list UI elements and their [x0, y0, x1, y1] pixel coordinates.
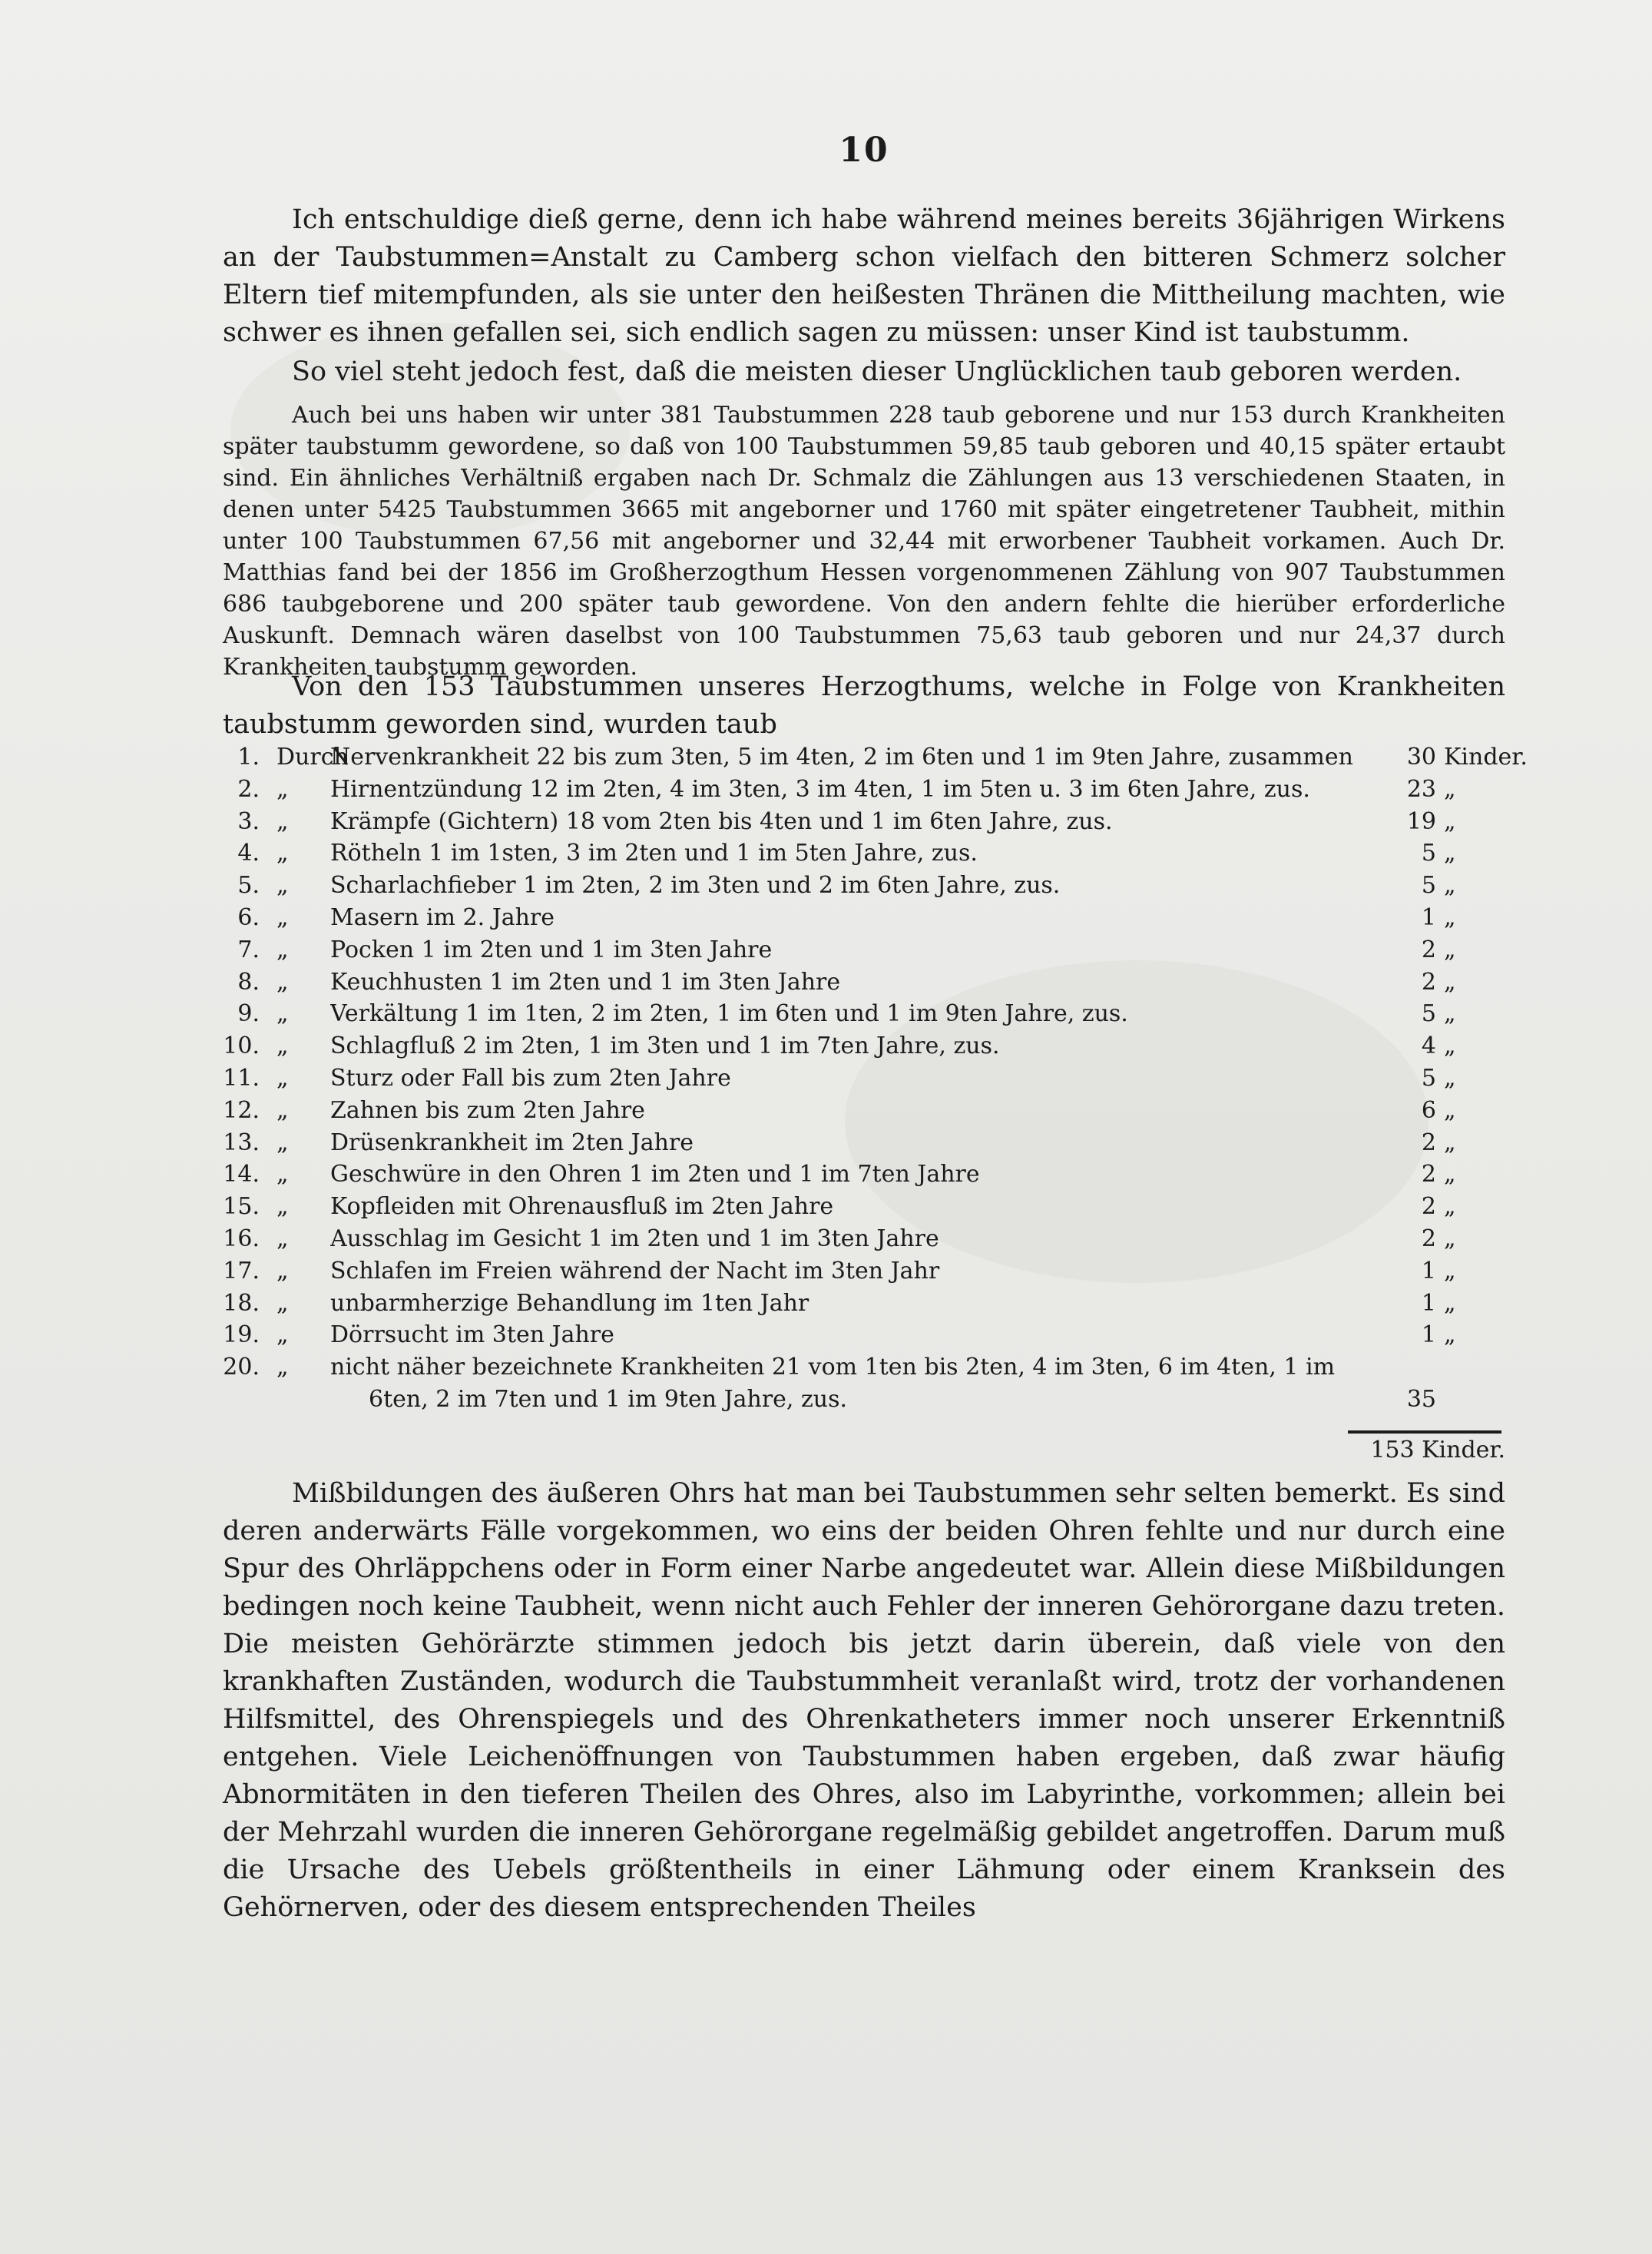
item-description: Schlafen im Freien während der Nacht im 3ten Jahr [330, 1257, 940, 1284]
list-item [223, 776, 1505, 808]
item-unit: „ [1444, 775, 1456, 803]
item-number: 16. [223, 1225, 260, 1252]
item-value: 2 [1421, 1225, 1436, 1252]
item-description: Dörrsucht im 3ten Jahre [330, 1321, 614, 1349]
item-prefix: „ [276, 1193, 289, 1221]
causes-list [223, 744, 1528, 1418]
list-item [223, 1290, 1505, 1322]
item-unit: „ [1444, 1000, 1456, 1028]
item-description: 6ten, 2 im 7ten und 1 im 9ten Jahre, zus. [369, 1385, 848, 1413]
item-unit: „ [1444, 1289, 1456, 1317]
item-description: Geschwüre in den Ohren 1 im 2ten und 1 im 7ten Jahre [330, 1161, 980, 1188]
item-number: 8. [237, 968, 260, 996]
paragraph: So viel steht jedoch fest, daß die meisten dieser Unglücklichen taub geboren werden. [292, 356, 1462, 387]
item-value: 5 [1421, 872, 1436, 900]
item-value: 1 [1421, 1321, 1436, 1349]
item-description: Ausschlag im Gesicht 1 im 2ten und 1 im 3ten Jahre [330, 1225, 939, 1252]
item-unit: „ [1444, 1064, 1456, 1092]
item-number: 14. [223, 1161, 260, 1188]
item-number: 2. [237, 775, 260, 803]
item-description: Zahnen bis zum 2ten Jahre [330, 1096, 645, 1124]
page-number: 10 [839, 131, 889, 170]
list-item [223, 1065, 1505, 1097]
item-description: Sturz oder Fall bis zum 2ten Jahre [330, 1064, 731, 1092]
item-unit: „ [1444, 807, 1456, 835]
item-description: Hirnentzündung 12 im 2ten, 4 im 3ten, 3 im 4ten, 1 im 5ten u. 3 im 6ten Jahre, zus. [330, 775, 1310, 803]
item-unit: „ [1444, 1193, 1456, 1221]
item-description: Nervenkrankheit 22 bis zum 3ten, 5 im 4ten, 2 im 6ten und 1 im 9ten Jahre, zusammen [330, 744, 1353, 771]
item-prefix: „ [276, 775, 289, 803]
item-value: 5 [1421, 1064, 1436, 1092]
item-prefix: „ [276, 1257, 289, 1284]
item-unit: „ [1444, 1033, 1456, 1060]
item-prefix: „ [276, 1289, 289, 1317]
list-item [223, 1321, 1505, 1354]
item-value: 2 [1421, 968, 1436, 996]
item-description: Rötheln 1 im 1sten, 3 im 2ten und 1 im 5ten Jahre, zus. [330, 840, 978, 867]
item-value: 1 [1421, 1257, 1436, 1284]
item-number: 10. [223, 1033, 260, 1060]
item-prefix: „ [276, 1321, 289, 1349]
item-value: 2 [1421, 936, 1436, 963]
item-number: 12. [223, 1096, 260, 1124]
item-unit: „ [1444, 1321, 1456, 1349]
item-number: 1. [237, 744, 260, 771]
item-unit: „ [1444, 1225, 1456, 1252]
item-value: 2 [1421, 1193, 1436, 1221]
item-description: unbarmherzige Behandlung im 1ten Jahr [330, 1289, 809, 1317]
item-number: 18. [223, 1289, 260, 1317]
item-prefix: „ [276, 1354, 289, 1381]
item-value: 2 [1421, 1161, 1436, 1188]
item-value: 4 [1421, 1033, 1436, 1060]
item-number: 9. [237, 1000, 260, 1028]
list-item [223, 969, 1505, 1001]
list-item [223, 1000, 1505, 1033]
item-prefix: „ [276, 1033, 289, 1060]
item-description: Kopfleiden mit Ohrenausfluß im 2ten Jahre [330, 1193, 834, 1221]
item-number: 20. [223, 1354, 260, 1381]
list-item [223, 808, 1505, 840]
item-value: 5 [1421, 840, 1436, 867]
list-item [223, 1097, 1505, 1129]
paragraph: Mißbildungen des äußeren Ohrs hat man bei Taubstummen sehr selten bemerkt. Es sind deren anderwärts Fälle vorgekommen, wo eins der beiden Ohren fehlte und nur durch eine Spur des Ohrläppchens oder in Form einer Narbe angedeutet war. Allein diese Mißbildungen bedingen noch keine Taubheit, wenn nicht auch Fehler der inneren Gehörorgane dazu treten. Die meisten Gehörärzte stimmen jedoch bis jetzt darin überein, daß viele von den krankhaften Zuständen, wodurch die Taubstummheit veranlaßt wird, trotz der vorhandenen Hilfsmittel, des Ohrenspiegels und des Ohrenkatheters immer noch unserer Erkenntniß entgehen. Viele Leichenöffnungen von Taubstummen haben ergeben, daß zwar häufig Abnormitäten in den tieferen Theilen des Ohres, also im Labyrinthe, vorkommen; allein bei der Mehrzahl wurden die inneren Gehörorgane regelmäßig gebildet angetroffen. Darum muß die Ursache des Uebels größtentheils in einer Lähmung oder einem Kranksein des Gehörnerven, oder des diesem entsprechenden Theiles [223, 1478, 1505, 1923]
item-number: 11. [223, 1064, 260, 1092]
item-unit: „ [1444, 1096, 1456, 1124]
item-prefix: „ [276, 1161, 289, 1188]
item-description: Scharlachfieber 1 im 2ten, 2 im 3ten und 2 im 6ten Jahre, zus. [330, 872, 1061, 900]
item-number: 6. [237, 903, 260, 931]
total-count: 153 Kinder. [1370, 1437, 1505, 1463]
item-value: 35 [1406, 1385, 1436, 1413]
list-item [223, 936, 1505, 969]
item-description: Verkältung 1 im 1ten, 2 im 2ten, 1 im 6ten und 1 im 9ten Jahre, zus. [330, 1000, 1128, 1028]
item-prefix: „ [276, 903, 289, 931]
item-unit: Kinder. [1444, 744, 1528, 771]
item-description: Pocken 1 im 2ten und 1 im 3ten Jahre [330, 936, 773, 963]
item-unit: „ [1444, 1257, 1456, 1284]
item-value: 2 [1421, 1129, 1436, 1156]
item-description: Masern im 2. Jahre [330, 903, 555, 931]
item-prefix: „ [276, 872, 289, 900]
item-prefix: „ [276, 1129, 289, 1156]
item-value: 1 [1421, 1289, 1436, 1317]
list-item [223, 872, 1505, 904]
item-number: 19. [223, 1321, 260, 1349]
item-number: 4. [237, 840, 260, 867]
list-item [223, 840, 1505, 872]
item-number: 3. [237, 807, 260, 835]
item-description: nicht näher bezeichnete Krankheiten 21 vom 1ten bis 2ten, 4 im 3ten, 6 im 4ten, 1 im [330, 1354, 1336, 1381]
item-description: Drüsenkrankheit im 2ten Jahre [330, 1129, 694, 1156]
item-unit: „ [1444, 1129, 1456, 1156]
item-number: 17. [223, 1257, 260, 1284]
item-value: 19 [1406, 807, 1436, 835]
item-value: 23 [1406, 775, 1436, 803]
list-item [223, 1386, 1505, 1418]
paragraph: Von den 153 Taubstummen unseres Herzogthums, welche in Folge von Krankheiten taubstumm geworden sind, wurden taub [223, 671, 1505, 740]
opening-paragraph [223, 201, 1505, 391]
item-prefix: „ [276, 840, 289, 867]
list-item [223, 1225, 1505, 1258]
list-item [223, 1354, 1505, 1386]
item-prefix: „ [276, 1064, 289, 1092]
item-unit: „ [1444, 968, 1456, 996]
item-prefix: „ [276, 807, 289, 835]
list-item [223, 1258, 1505, 1290]
item-unit: „ [1444, 936, 1456, 963]
item-prefix: „ [276, 1000, 289, 1028]
item-value: 1 [1421, 903, 1436, 931]
item-number: 15. [223, 1193, 260, 1221]
list-item [223, 904, 1505, 936]
item-description: Krämpfe (Gichtern) 18 vom 2ten bis 4ten und 1 im 6ten Jahre, zus. [330, 807, 1113, 835]
item-number: 7. [237, 936, 260, 963]
item-unit: „ [1444, 872, 1456, 900]
item-unit: „ [1444, 1161, 1456, 1188]
list-item [223, 1033, 1505, 1065]
item-prefix: „ [276, 936, 289, 963]
list-item [223, 1129, 1505, 1162]
list-intro [223, 668, 1505, 744]
item-prefix: „ [276, 968, 289, 996]
paragraph: Ich entschuldige dieß gerne, denn ich habe während meines bereits 36jährigen Wirkens an der Taubstummen=Anstalt zu Camberg schon vielfach den bitteren Schmerz solcher Eltern tief mitempfunden, als sie unter den heißesten Thränen die Mittheilung machten, wie schwer es ihnen gefallen sei, sich endlich sagen zu müssen: unser Kind ist taubstumm. [223, 204, 1505, 348]
item-value: 30 [1406, 744, 1436, 771]
item-description: Keuchhusten 1 im 2ten und 1 im 3ten Jahre [330, 968, 841, 996]
item-number: 13. [223, 1129, 260, 1156]
item-description: Schlagfluß 2 im 2ten, 1 im 3ten und 1 im 7ten Jahre, zus. [330, 1033, 1000, 1060]
statistics-paragraph [223, 399, 1505, 683]
list-item [223, 1193, 1505, 1225]
item-value: 6 [1421, 1096, 1436, 1124]
item-prefix: „ [276, 1225, 289, 1252]
item-value: 5 [1421, 1000, 1436, 1028]
list-item [223, 1161, 1505, 1193]
item-number: 5. [237, 872, 260, 900]
item-unit: „ [1444, 903, 1456, 931]
item-unit: „ [1444, 840, 1456, 867]
list-item [223, 744, 1528, 776]
sum-rule [1348, 1430, 1501, 1434]
paragraph: Auch bei uns haben wir unter 381 Taubstummen 228 taub geborene und nur 153 durch Krankheiten später taubstumm gewordene, so daß von 100 Taubstummen 59,85 taub geboren und 40,15 später ertaubt sind. Ein ähnliches Verhältniß ergaben nach Dr. Schmalz die Zählungen aus 13 verschiedenen Staaten, in denen unter 5425 Taubstummen 3665 mit angeborner und 1760 mit später eingetretener Taubheit, mithin unter 100 Taubstummen 67,56 mit angeborner und 32,44 mit erworbener Taubheit vorkamen. Auch Dr. Matthias fand bei der 1856 im Großherzogthum Hessen vorgenommenen Zählung von 907 Taubstummen 686 taubgeborene und 200 später taub gewordene. Von den andern fehlte die hierüber erforderliche Auskunft. Demnach wären daselbst von 100 Taubstummen 75,63 taub geboren und nur 24,37 durch Krankheiten taubstumm geworden. [223, 402, 1505, 681]
item-prefix: „ [276, 1096, 289, 1124]
closing-paragraph [223, 1475, 1505, 1927]
item-prefix: Durch [276, 744, 349, 771]
